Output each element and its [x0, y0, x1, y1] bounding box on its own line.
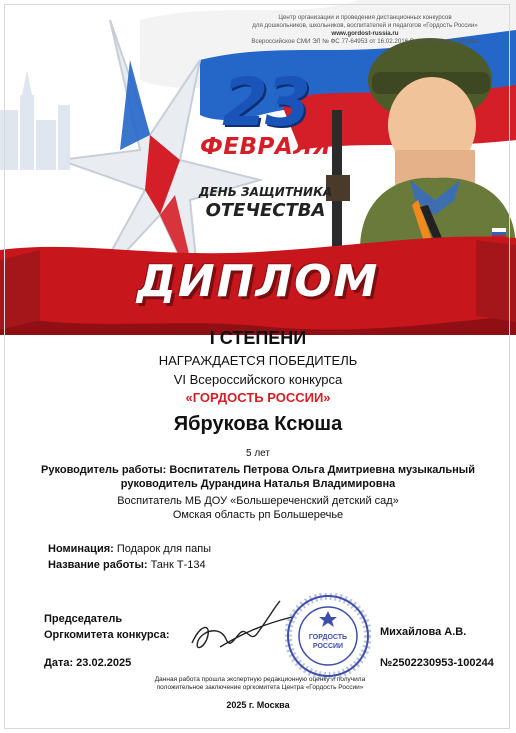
chairman-line-2: Оргкомитета конкурса: — [44, 629, 170, 641]
holiday-line-1: ДЕНЬ ЗАЩИТНИКА — [198, 185, 333, 199]
seal-text-2: РОССИИ — [312, 643, 344, 650]
month-name: ФЕВРАЛЯ — [200, 134, 332, 160]
organization-seal — [285, 593, 371, 679]
awarded-text: НАГРАЖДАЕТСЯ ПОБЕДИТЕЛЬ — [158, 353, 358, 368]
winner-name: Ябрукова Ксюша — [173, 413, 343, 435]
diploma-date: Дата: 23.02.2025 — [44, 657, 132, 669]
chairman-line-1: Председатель — [44, 613, 123, 625]
winner-age: 5 лет — [246, 448, 270, 459]
work-title-row — [48, 559, 206, 571]
contest-name: «ГОРДОСТЬ РОССИИ» — [185, 390, 331, 405]
chairman-label — [44, 611, 170, 643]
nomination-label: Номинация: — [48, 543, 114, 555]
day-number: 23 — [222, 64, 308, 141]
nomination-row — [48, 543, 211, 555]
contest-title: VI Всероссийского конкурса — [173, 372, 343, 387]
leader-line-2: руководитель Дурандина Наталья Владимировна — [120, 478, 396, 490]
nomination-value: Подарок для папы — [116, 543, 212, 555]
region: Омская область рп Большеречье — [172, 509, 344, 521]
date-emblem — [200, 64, 332, 160]
work-value: Танк Т-134 — [150, 559, 206, 571]
chairman-name: Михайлова А.В. — [380, 626, 467, 638]
work-label: Название работы: — [48, 559, 148, 571]
city-year: 2025 г. Москва — [226, 700, 290, 710]
diploma-number: №2502230953-100244 — [380, 657, 494, 669]
diploma-title: ДИПЛОМ — [136, 256, 380, 307]
signature — [180, 595, 300, 665]
diploma-body — [40, 328, 476, 522]
institution: Воспитатель МБ ДОУ «Большереченский детский сад» — [117, 495, 399, 507]
holiday-line-2: ОТЕЧЕСТВА — [205, 200, 326, 221]
seal-text-1: ГОРДОСТЬ — [308, 634, 348, 641]
organizer-header — [220, 14, 510, 46]
header-website: www.gordost-russia.ru — [331, 30, 399, 37]
note-line-2: положительное заключение оргкомитета Центра «Гордость России» — [156, 684, 364, 691]
header-line-4: Всероссийское СМИ ЭЛ № ФС 77-64953 от 16.02.2016 Роскомнадзор г. Москва — [251, 38, 479, 45]
expert-note — [100, 676, 420, 692]
note-line-1: Данная работа прошла экспертную редакционную оценку и получила — [154, 676, 366, 683]
leader-line-1: Руководитель работы: Воспитатель Петрова Ольга Дмитриевна музыкальный — [41, 464, 475, 476]
header-line-2: для дошкольников, школьников, воспитателей и педагогов «Гордость России» — [252, 22, 478, 29]
award-degree: I СТЕПЕНИ — [209, 328, 307, 348]
header-line-1: Центр организации и проведения дистанционных конкурсов — [278, 14, 452, 21]
